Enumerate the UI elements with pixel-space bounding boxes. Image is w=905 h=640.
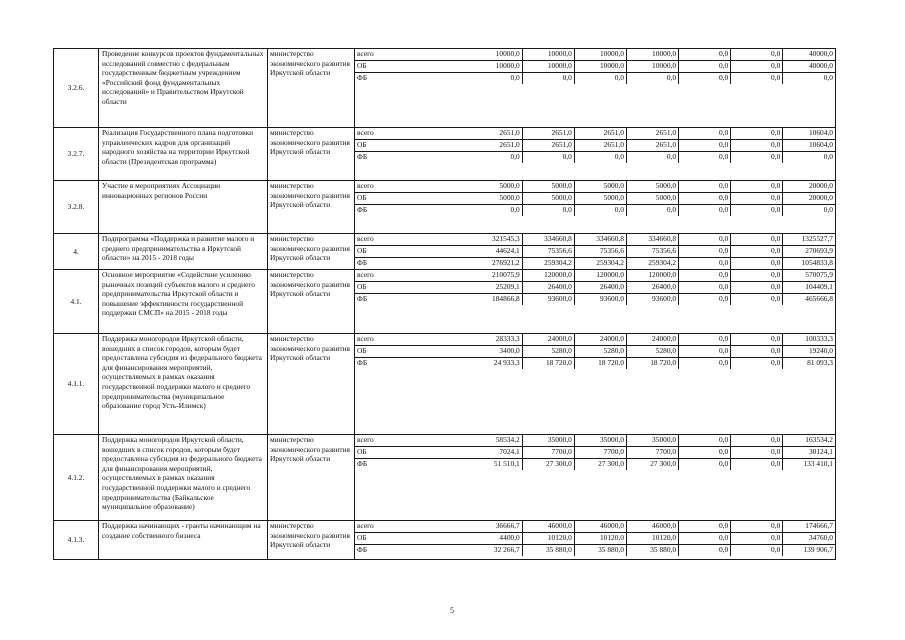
funding-value: 93600,0 <box>522 294 574 306</box>
funding-value: 7700,0 <box>574 447 626 459</box>
funding-value: 5280,0 <box>522 346 574 358</box>
funding-line <box>355 128 835 140</box>
funding-value: 0,0 <box>679 435 731 447</box>
funding-value: 7024,1 <box>469 447 522 459</box>
funding-value: 18 720,0 <box>522 358 574 370</box>
funding-line <box>355 49 835 61</box>
funding-value: 0,0 <box>731 545 783 557</box>
funding-line <box>355 193 835 205</box>
funding-value: 2651,0 <box>469 140 522 152</box>
funding-source: ОБ <box>355 61 397 73</box>
row-executor: министерство экономического развития Иркутской области <box>268 435 355 521</box>
spacer <box>397 49 469 61</box>
row-code: 4. <box>54 234 99 270</box>
funding-value: 27 300,0 <box>522 459 574 471</box>
funding-source: ОБ <box>355 140 397 152</box>
funding-value: 40000,0 <box>783 61 835 73</box>
funding-value: 35 880,0 <box>626 545 678 557</box>
funding-value: 10120,0 <box>522 533 574 545</box>
row-description: Реализация Государственного плана подготовки управленческих кадров для организаций народного хозяйства на территории Иркутской области (Президентская программа) <box>99 128 268 181</box>
funding-value: 174666,7 <box>783 521 835 533</box>
funding-breakdown <box>355 234 835 269</box>
funding-value: 35000,0 <box>522 435 574 447</box>
funding-value: 10000,0 <box>574 61 626 73</box>
funding-value: 0,0 <box>469 205 522 217</box>
funding-value: 81 093,3 <box>783 358 835 370</box>
funding-source: всего <box>357 49 374 58</box>
spacer <box>397 334 469 346</box>
funding-value: 10000,0 <box>469 61 522 73</box>
funding-value: 0,0 <box>679 73 731 85</box>
funding-value: 0,0 <box>679 128 731 140</box>
funding-value: 0,0 <box>574 73 626 85</box>
funding-value: 46000,0 <box>522 521 574 533</box>
row-executor: министерство экономического развития Иркутской области <box>268 128 355 181</box>
funding-value: 10120,0 <box>626 533 678 545</box>
row-code: 3.2.8. <box>54 181 99 234</box>
funding-value: 93600,0 <box>574 294 626 306</box>
funding-cell <box>355 181 836 234</box>
funding-value: 2651,0 <box>574 140 626 152</box>
row-code: 3.2.7. <box>54 128 99 181</box>
funding-value: 0,0 <box>679 49 731 61</box>
funding-line <box>355 346 835 358</box>
spacer <box>397 545 469 557</box>
funding-cell <box>355 270 836 334</box>
spacer <box>397 140 469 152</box>
funding-value: 5280,0 <box>574 346 626 358</box>
spacer <box>397 435 469 447</box>
funding-value: 7700,0 <box>522 447 574 459</box>
funding-value: 19240,0 <box>783 346 835 358</box>
funding-value: 10604,0 <box>783 128 835 140</box>
row-description: Основное мероприятие «Содействие усилению рыночных позиций субъектов малого и среднего предпринимательства Иркутской области и повышение эффективности государственной поддержки СМСП» на 2015 - 2018 годы <box>99 270 268 334</box>
row-description: Поддержка моногородов Иркутской области, вошедших в список городов, которым будет предоставлена субсидия из федерального бюджета для финансирования мероприятий, осуществляемых в рамках оказания государственной поддержки малого и среднего предпринимательства (Байкальское муниципальное образование) <box>99 435 268 521</box>
spacer <box>397 205 469 217</box>
funding-breakdown <box>355 435 835 470</box>
funding-value: 0,0 <box>626 205 678 217</box>
funding-breakdown <box>355 128 835 163</box>
funding-value: 0,0 <box>731 294 783 306</box>
funding-line <box>355 545 835 557</box>
funding-value: 28333,3 <box>495 334 520 343</box>
funding-value: 46000,0 <box>574 521 626 533</box>
funding-source: ФБ <box>355 258 397 270</box>
funding-value: 40000,0 <box>783 49 835 61</box>
row-code: 4.1. <box>54 270 99 334</box>
funding-value: 44624,1 <box>469 246 522 258</box>
funding-value: 10000,0 <box>495 49 520 58</box>
funding-value: 2651,0 <box>626 128 678 140</box>
spacer <box>397 61 469 73</box>
funding-value: 27 300,0 <box>574 459 626 471</box>
funding-value: 46000,0 <box>626 521 678 533</box>
row-executor: министерство экономического развития Иркутской области <box>268 181 355 234</box>
funding-value: 104409,1 <box>783 282 835 294</box>
funding-value: 133 410,1 <box>783 459 835 471</box>
funding-value: 0,0 <box>626 152 678 164</box>
funding-value: 5000,0 <box>522 193 574 205</box>
funding-value: 0,0 <box>679 459 731 471</box>
funding-value: 465666,8 <box>783 294 835 306</box>
funding-breakdown <box>355 334 835 369</box>
funding-line <box>355 459 835 471</box>
spacer <box>397 346 469 358</box>
funding-value: 120000,0 <box>522 270 574 282</box>
row-executor: министерство экономического развития Иркутской области <box>268 49 355 128</box>
spacer <box>397 128 469 140</box>
funding-source: ФБ <box>355 459 397 471</box>
funding-line <box>355 521 835 533</box>
funding-value: 0,0 <box>522 205 574 217</box>
funding-value: 0,0 <box>679 346 731 358</box>
funding-value: 26400,0 <box>574 282 626 294</box>
funding-value: 2651,0 <box>626 140 678 152</box>
funding-source: ФБ <box>355 73 397 85</box>
funding-value: 7700,0 <box>626 447 678 459</box>
funding-value: 1325527,7 <box>783 234 835 246</box>
funding-value: 5280,0 <box>626 346 678 358</box>
row-code: 4.1.1. <box>54 334 99 435</box>
funding-source: ОБ <box>355 193 397 205</box>
funding-breakdown <box>355 49 835 84</box>
funding-value: 10000,0 <box>626 61 678 73</box>
row-code: 4.1.3. <box>54 521 99 560</box>
funding-value: 4400,0 <box>469 533 522 545</box>
funding-value: 0,0 <box>679 193 731 205</box>
funding-value: 0,0 <box>679 533 731 545</box>
funding-line <box>355 73 835 85</box>
funding-value: 0,0 <box>679 234 731 246</box>
funding-source: всего <box>357 270 374 279</box>
funding-value: 5000,0 <box>499 181 520 190</box>
funding-source: ОБ <box>355 282 397 294</box>
spacer <box>397 447 469 459</box>
funding-source: всего <box>357 435 374 444</box>
row-executor: министерство экономического развития Иркутской области <box>268 234 355 270</box>
funding-value: 34760,0 <box>783 533 835 545</box>
funding-value: 139 906,7 <box>783 545 835 557</box>
funding-value: 0,0 <box>679 61 731 73</box>
table-row <box>54 128 836 181</box>
funding-value: 18 720,0 <box>626 358 678 370</box>
row-description: Поддержка моногородов Иркутской области, вошедших в список городов, которым будет предоставлена субсидия из федерального бюджета для финансирования мероприятий, осуществляемых в рамках оказания государственной поддержки малого и среднего предпринимательства (муниципальное образование город Усть-Илимск) <box>99 334 268 435</box>
funding-line <box>355 282 835 294</box>
funding-value: 120000,0 <box>626 270 678 282</box>
spacer <box>397 258 469 270</box>
funding-value: 0,0 <box>731 533 783 545</box>
funding-line <box>355 334 835 346</box>
funding-source: ОБ <box>355 533 397 545</box>
funding-value: 20000,0 <box>783 181 835 193</box>
funding-line <box>355 294 835 306</box>
funding-value: 24000,0 <box>522 334 574 346</box>
funding-value: 10000,0 <box>626 49 678 61</box>
funding-cell <box>355 521 836 560</box>
funding-value: 5000,0 <box>522 181 574 193</box>
funding-value: 210075,9 <box>492 270 520 279</box>
funding-value: 10000,0 <box>522 49 574 61</box>
funding-value: 0,0 <box>731 334 783 346</box>
spacer <box>397 282 469 294</box>
spacer <box>397 246 469 258</box>
funding-value: 0,0 <box>731 358 783 370</box>
funding-value: 0,0 <box>679 270 731 282</box>
table-row <box>54 521 836 560</box>
funding-source: ФБ <box>355 545 397 557</box>
funding-value: 0,0 <box>731 181 783 193</box>
funding-value: 0,0 <box>731 193 783 205</box>
funding-source: ФБ <box>355 152 397 164</box>
table-row <box>54 270 836 334</box>
funding-value: 0,0 <box>731 447 783 459</box>
funding-value: 0,0 <box>679 258 731 270</box>
spacer <box>397 152 469 164</box>
funding-source: всего <box>357 128 374 137</box>
funding-value: 270693,9 <box>783 246 835 258</box>
funding-value: 26400,0 <box>522 282 574 294</box>
funding-value: 25209,1 <box>469 282 522 294</box>
funding-line <box>355 358 835 370</box>
table-row <box>54 234 836 270</box>
funding-value: 26400,0 <box>626 282 678 294</box>
funding-cell <box>355 128 836 181</box>
funding-value: 75356,6 <box>574 246 626 258</box>
funding-value: 24 933,3 <box>469 358 522 370</box>
spacer <box>397 358 469 370</box>
funding-source: всего <box>357 521 374 530</box>
funding-value: 570075,9 <box>783 270 835 282</box>
funding-value: 3400,0 <box>469 346 522 358</box>
table-row <box>54 435 836 521</box>
funding-source: ОБ <box>355 346 397 358</box>
row-executor: министерство экономического развития Иркутской области <box>268 521 355 560</box>
funding-value: 334660,8 <box>626 234 678 246</box>
row-description: Проведение конкурсов проектов фундаментальных исследований совместно с федеральным государственным бюджетным учреждением «Российский фонд фундаментальных исследований» и Правительством Иркутской области <box>99 49 268 128</box>
funding-value: 0,0 <box>679 140 731 152</box>
funding-value: 0,0 <box>731 270 783 282</box>
funding-value: 0,0 <box>679 246 731 258</box>
funding-value: 30124,1 <box>783 447 835 459</box>
funding-value: 5000,0 <box>469 193 522 205</box>
funding-value: 0,0 <box>731 152 783 164</box>
funding-value: 0,0 <box>731 435 783 447</box>
funding-value: 0,0 <box>574 152 626 164</box>
funding-value: 0,0 <box>469 152 522 164</box>
funding-value: 0,0 <box>679 205 731 217</box>
funding-line <box>355 435 835 447</box>
funding-cell <box>355 234 836 270</box>
funding-source: ОБ <box>355 447 397 459</box>
funding-value: 0,0 <box>522 152 574 164</box>
funding-breakdown <box>355 270 835 305</box>
funding-value: 0,0 <box>783 205 835 217</box>
page-number: 5 <box>450 606 454 615</box>
funding-value: 0,0 <box>469 73 522 85</box>
funding-value: 58534,2 <box>495 435 520 444</box>
funding-value: 0,0 <box>574 205 626 217</box>
funding-value: 0,0 <box>731 234 783 246</box>
funding-value: 0,0 <box>731 61 783 73</box>
funding-value: 2651,0 <box>522 128 574 140</box>
funding-value: 2651,0 <box>574 128 626 140</box>
funding-value: 334660,8 <box>574 234 626 246</box>
funding-value: 0,0 <box>679 521 731 533</box>
funding-value: 24000,0 <box>574 334 626 346</box>
spacer <box>397 193 469 205</box>
funding-value: 5000,0 <box>574 193 626 205</box>
funding-value: 0,0 <box>522 73 574 85</box>
funding-value: 0,0 <box>731 128 783 140</box>
funding-value: 18 720,0 <box>574 358 626 370</box>
funding-line <box>355 140 835 152</box>
funding-value: 20000,0 <box>783 193 835 205</box>
funding-value: 0,0 <box>731 73 783 85</box>
funding-value: 1054833,8 <box>783 258 835 270</box>
funding-value: 0,0 <box>679 545 731 557</box>
funding-value: 0,0 <box>731 49 783 61</box>
row-executor: министерство экономического развития Иркутской области <box>268 334 355 435</box>
funding-value: 334660,8 <box>522 234 574 246</box>
spacer <box>397 234 469 246</box>
funding-value: 2651,0 <box>499 128 520 137</box>
funding-value: 0,0 <box>731 246 783 258</box>
program-funding-table <box>53 48 836 560</box>
funding-value: 259304,2 <box>626 258 678 270</box>
funding-value: 120000,0 <box>574 270 626 282</box>
funding-cell <box>355 49 836 128</box>
spacer <box>397 181 469 193</box>
funding-value: 0,0 <box>679 181 731 193</box>
funding-line <box>355 246 835 258</box>
funding-cell <box>355 435 836 521</box>
funding-value: 163534,2 <box>783 435 835 447</box>
funding-line <box>355 258 835 270</box>
funding-value: 35 880,0 <box>574 545 626 557</box>
funding-value: 0,0 <box>679 447 731 459</box>
funding-value: 0,0 <box>731 459 783 471</box>
funding-value: 184866,8 <box>469 294 522 306</box>
funding-source: всего <box>357 181 374 190</box>
row-description: Поддержка начинающих - гранты начинающим на создание собственного бизнеса <box>99 521 268 560</box>
funding-value: 10000,0 <box>574 49 626 61</box>
funding-line <box>355 61 835 73</box>
funding-value: 10000,0 <box>522 61 574 73</box>
funding-source: ФБ <box>355 294 397 306</box>
funding-value: 0,0 <box>731 521 783 533</box>
funding-value: 0,0 <box>731 205 783 217</box>
funding-breakdown <box>355 181 835 216</box>
funding-value: 35000,0 <box>626 435 678 447</box>
row-description: Подпрограмма «Поддержка и развитие малого и среднего предпринимательства в Иркутской области» на 2015 - 2018 годы <box>99 234 268 270</box>
funding-value: 0,0 <box>679 282 731 294</box>
funding-value: 27 300,0 <box>626 459 678 471</box>
funding-value: 0,0 <box>783 73 835 85</box>
funding-value: 35 880,0 <box>522 545 574 557</box>
funding-value: 75356,6 <box>626 246 678 258</box>
funding-value: 24000,0 <box>626 334 678 346</box>
funding-source: ОБ <box>355 246 397 258</box>
funding-value: 0,0 <box>679 152 731 164</box>
funding-source: всего <box>357 234 374 243</box>
funding-value: 0,0 <box>731 282 783 294</box>
funding-line <box>355 152 835 164</box>
table-row <box>54 334 836 435</box>
row-code: 4.1.2. <box>54 435 99 521</box>
funding-value: 0,0 <box>679 358 731 370</box>
funding-line <box>355 181 835 193</box>
funding-value: 0,0 <box>679 294 731 306</box>
table-row <box>54 181 836 234</box>
funding-source: всего <box>357 334 374 343</box>
funding-value: 35000,0 <box>574 435 626 447</box>
funding-value: 0,0 <box>679 334 731 346</box>
funding-source: ФБ <box>355 358 397 370</box>
funding-line <box>355 234 835 246</box>
spacer <box>397 73 469 85</box>
row-code: 3.2.6. <box>54 49 99 128</box>
funding-value: 32 266,7 <box>469 545 522 557</box>
spacer <box>397 459 469 471</box>
table-row <box>54 49 836 128</box>
funding-line <box>355 533 835 545</box>
spacer <box>397 294 469 306</box>
spacer <box>397 533 469 545</box>
row-description: Участие в мероприятиях Ассоциации инновационных регионов России <box>99 181 268 234</box>
funding-value: 0,0 <box>731 140 783 152</box>
funding-value: 259304,2 <box>522 258 574 270</box>
funding-value: 10604,0 <box>783 140 835 152</box>
funding-value: 5000,0 <box>574 181 626 193</box>
funding-value: 259304,2 <box>574 258 626 270</box>
funding-value: 51 510,1 <box>469 459 522 471</box>
funding-value: 5000,0 <box>626 193 678 205</box>
funding-value: 100333,3 <box>783 334 835 346</box>
funding-value: 0,0 <box>731 346 783 358</box>
funding-value: 93600,0 <box>626 294 678 306</box>
funding-value: 0,0 <box>626 73 678 85</box>
funding-value: 75356,6 <box>522 246 574 258</box>
funding-value: 5000,0 <box>626 181 678 193</box>
funding-value: 276921,2 <box>469 258 522 270</box>
funding-value: 36666,7 <box>495 521 520 530</box>
funding-line <box>355 205 835 217</box>
funding-breakdown <box>355 521 835 556</box>
funding-source: ФБ <box>355 205 397 217</box>
funding-value: 2651,0 <box>522 140 574 152</box>
spacer <box>397 521 469 533</box>
row-executor: министерство экономического развития Иркутской области <box>268 270 355 334</box>
funding-cell <box>355 334 836 435</box>
spacer <box>397 270 469 282</box>
funding-value: 0,0 <box>783 152 835 164</box>
funding-value: 0,0 <box>731 258 783 270</box>
funding-value: 10120,0 <box>574 533 626 545</box>
funding-value: 321545,3 <box>492 234 520 243</box>
funding-line <box>355 270 835 282</box>
funding-line <box>355 447 835 459</box>
